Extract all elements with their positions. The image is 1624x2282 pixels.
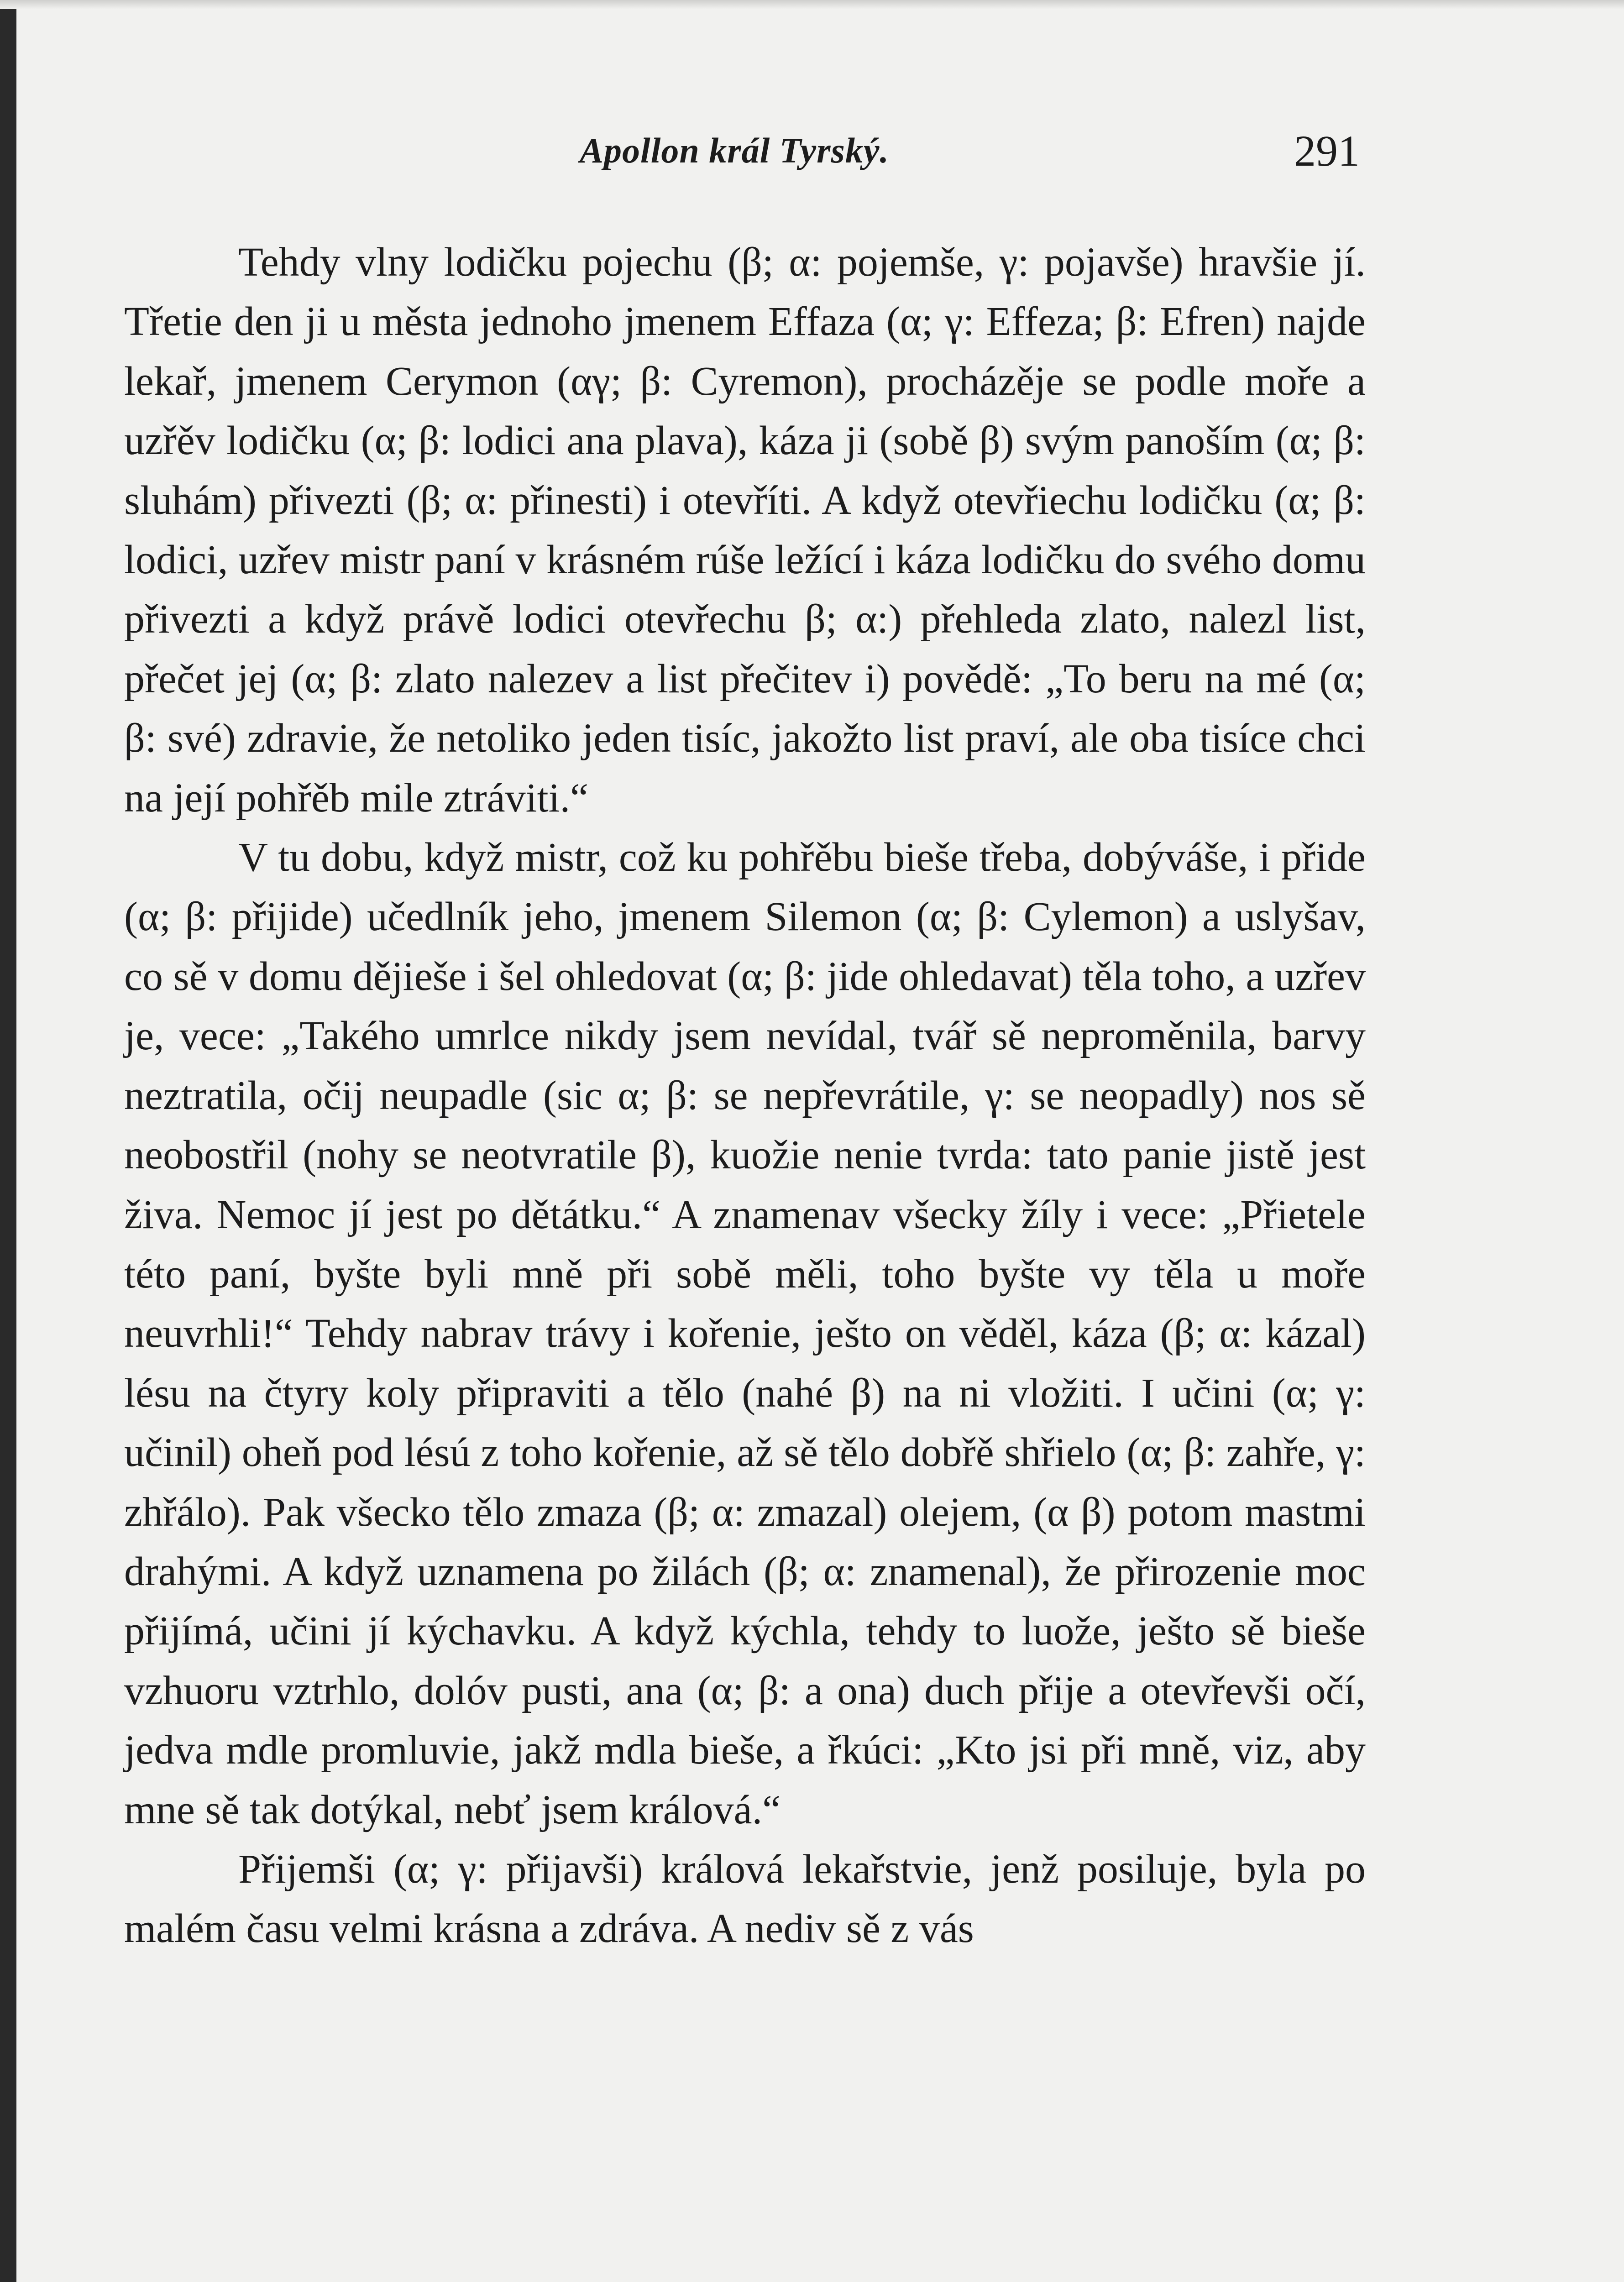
paragraph-3: Přijemši (α; γ: přijavši) králová lekařstvie, jenž posiluje, byla po malém času velmi krásna a zdráva. A nediv sě z vás: [124, 1846, 1366, 1952]
body-text: [124, 233, 1366, 1959]
running-title: Apollon král Tyrský.: [580, 131, 889, 170]
page-top-edge: [0, 0, 1624, 9]
paragraph-2: V tu dobu, když mistr, což ku pohřěbu bieše třeba, dobýváše, i přide (α; β: přijide) učedlník jeho, jmenem Silemon (α; β: Cylemon) a uslyšav, co sě v domu dějieše i šel ohledovat (α; β: jide ohledavat) těla toho, a uzřev je, vece: „Takého umrlce nikdy jsem nevídal, tvář sě neproměnila, barvy neztratila, očij neupadle (sic α; β: se nepřevrátile, γ: se neopadly) nos sě neobostřil (nohy se neotvratile β), kuožie nenie tvrda: tato panie jistě jest živa. Nemoc jí jest po dětátku.“ A znamenav všecky žíly i vece: „Přietele této paní, byšte byli mně při sobě měli, toho byšte vy těla u moře neuvrhli!“ Tehdy nabrav trávy i kořenie, ješto on věděl, káza (β; α: kázal) lésu na čtyry koly připraviti a tělo (nahé β) na ni vložiti. I učini (α; γ: učinil) oheň pod lésú z toho kořenie, až sě tělo dobřě shřielo (α; β: zahře, γ: zhřálo). Pak všecko tělo zmaza (β; α: zmazal) olejem, (α β) potom mastmi drahými. A když uznamena po žilách (β; α: znamenal), že přirozenie moc přijímá, učini jí kýchavku. A když kýchla, tehdy to luože, ješto sě bieše vzhuoru vztrhlo, dolóv pusti, ana (α; β: a ona) duch přije a otevřevši očí, jedva mdle promluvie, jakž mdla bieše, a řkúci: „Kto jsi při mně, viz, aby mne sě tak dotýkal, nebť jsem králová.“: [124, 835, 1366, 1832]
page-header: [0, 126, 1624, 189]
paragraph-1: Tehdy vlny lodičku pojechu (β; α: pojemše, γ: pojavše) hravšie jí. Třetie den ji u města jednoho jmenem Effaza (α; γ: Effeza; β: Efren) najde lekař, jmenem Cerymon (αγ; β: Cyremon), procházěje se podle moře a uzřěv lodičku (α; β: lodici ana plava), káza ji (sobě β) svým panoším (α; β: sluhám) přivezti (β; α: přinesti) i otevříti. A když otevřiechu lodičku (α; β: lodici, uzřev mistr paní v krásném rúše ležící i káza lodičku do svého domu přivezti a když právě lodici otevřechu β; α:) přehleda zlato, nalezl list, přečet jej (α; β: zlato nalezev a list přečitev i) povědě: „To beru na mé (α; β: své) zdravie, že netoliko jeden tisíc, jakožto list praví, ale oba tisíce chci na její pohřěb mile ztráviti.“: [124, 240, 1366, 821]
page-number: 291: [1294, 126, 1360, 175]
page-binding-edge: [0, 0, 16, 2282]
